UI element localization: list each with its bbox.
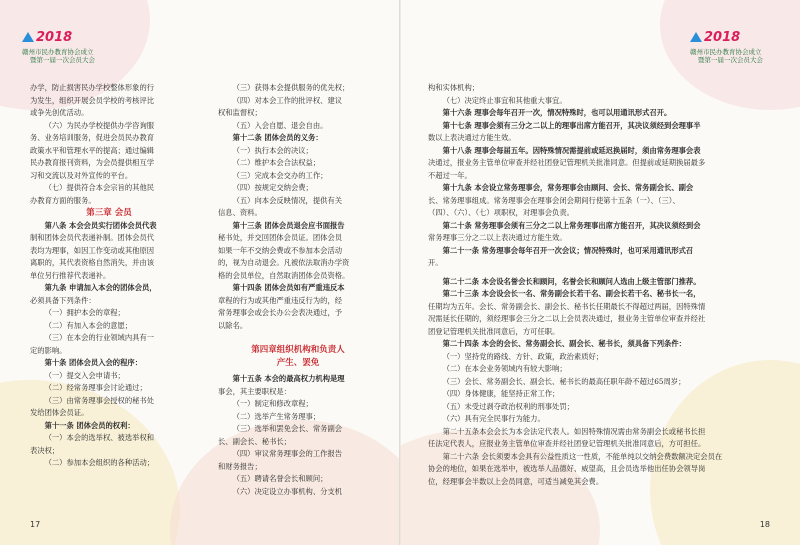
text-line: （三）完成本会交办的工作； <box>232 170 328 180</box>
text-line: （七）决定终止事宜和其他重大事宜。 <box>442 95 567 105</box>
text-line: 秘书处，并交回团体会员证。团体会员 <box>218 233 343 242</box>
article-heading: 第十四条 团体会员如有严重违反本 <box>232 283 345 292</box>
text-line: （六）具有完全民事行为能力。 <box>442 414 545 423</box>
logo-year: 2018 <box>704 30 741 45</box>
text-line: （二）有加入本会的意愿； <box>44 320 133 330</box>
text-line: （六）决定设立办事机构、分支机 <box>232 486 343 496</box>
left-column-1 <box>30 82 188 470</box>
event-logo <box>676 30 800 70</box>
text-line: （一）制定和修改章程； <box>232 399 313 408</box>
text-line: 单位另行推荐代表递补。 <box>30 270 111 280</box>
text-line: 团登记管理机关批准同意后，方可任职。 <box>428 326 560 336</box>
article-heading: 第十二条 团体会员的义务： <box>232 133 323 142</box>
article-heading: 第十七条 理事会须有三分之二以上的理事出席方能召开，其决议须经到会理事半 <box>442 120 701 130</box>
text-line: 数以上表决通过方能生效。 <box>428 133 516 142</box>
logo-mark-icon <box>690 32 702 42</box>
text-line: 况需延长任期的，须经理事会三分之二以上会员表决通过，报业务主管单位审查并经社 <box>428 314 706 323</box>
event-logo <box>22 30 182 70</box>
text-line: 第二十六条 会长须要本会具有公益性质这一性质，不能单纯以交纳会费数额决定会员在 <box>442 451 723 461</box>
text-line: 不超过一年。 <box>428 170 472 180</box>
text-line: （一）本会的选举权、被选举权和 <box>44 433 155 442</box>
logo-line-1: 赣州市民办教育协会成立 <box>690 48 762 56</box>
page-number-left: 17 <box>30 520 41 529</box>
logo-year: 2018 <box>36 30 73 45</box>
text-line: （五）向本会反映情况，提供有关 <box>232 195 343 205</box>
text-line: 办教育方面的服务。 <box>30 195 96 205</box>
text-line: 事会，其主要职权是： <box>218 386 291 396</box>
text-line: （四）审议常务理事会的工作报告 <box>232 449 343 458</box>
text-line: 政策水平和管理水平的提高；通过编辑 <box>30 145 155 155</box>
article-heading: 第十六条 理事会每年召开一次，情况特殊时，也可以用通讯形式召开。 <box>442 108 672 117</box>
text-line: （一）提交入会申请书； <box>44 370 125 380</box>
text-line: 第二十五条本会会长为本会法定代表人。如因特殊情况需由常务副会长或秘书长担 <box>442 426 706 436</box>
text-line: 权和监督权； <box>218 108 262 117</box>
page-number-right: 18 <box>759 520 770 529</box>
text-line: 必须具备下列条件： <box>30 295 96 305</box>
right-page <box>400 0 800 545</box>
text-line: 发给团体会员证。 <box>30 408 89 417</box>
text-line: 协会的地位，如果在选举中，被选举人品德好、威望高，且会员选举他出任协会领导岗 <box>428 464 706 473</box>
article-heading: 第九条 申请加入本会的团体会员， <box>44 283 157 292</box>
article-heading: 第十五条 本会的最高权力机构是理 <box>232 374 345 383</box>
article-heading: 第十一条 团体会员的权利： <box>44 420 135 430</box>
text-line: 和财务报告； <box>218 461 262 471</box>
article-heading: 第二十二条 本会设名誉会长和顾问，名誉会长和顾问人选由上级主管部门推荐。 <box>442 276 701 286</box>
text-line: （一）执行本会的决议； <box>232 145 313 155</box>
text-line: （三）在本会的行业领域内具有一 <box>44 333 155 342</box>
logo-line-1: 赣州市民办教育协会成立 <box>22 48 94 56</box>
text-line: 构和实体机构； <box>428 83 480 92</box>
article-heading: 第二十条 常务理事会须有三分之二以上常务理事出席方能召开，其决议须经到会 <box>442 220 701 230</box>
text-line: （五）未受过剥夺政治权利的刑事处罚； <box>442 401 574 411</box>
text-line: 以除名。 <box>218 320 248 330</box>
text-line: （二）选举产生常务理事； <box>232 411 321 421</box>
text-line: （二）维护本会合法权益； <box>232 158 321 167</box>
article-heading: 第二十四条 本会的会长、常务副会长、副会长、秘书长，须具备下列条件： <box>442 339 686 348</box>
section-heading-chapter-4-sub: 产生、罢免 <box>276 357 320 368</box>
text-line: （四）身体健康，能坚持正常工作； <box>442 389 560 398</box>
article-heading: 第十八条 理事会每届五年。因特殊情况需提前或延迟换届时，须由常务理事会表 <box>442 145 701 155</box>
section-heading-chapter-4: 第四章组织机构和负责人 <box>251 345 345 355</box>
article-heading: 第十九条 本会设立常务理事会，常务理事会由顾问、会长、常务副会长、副会 <box>442 183 694 192</box>
text-line: 办学，防止损害民办学校整体形象的行 <box>30 83 155 92</box>
text-line: （一）拥护本会的章程； <box>44 308 125 317</box>
text-line: 如果一年不交纳会费或不参加本会活动 <box>218 245 343 255</box>
text-line: （五）入会自愿、退会自由。 <box>232 120 328 130</box>
text-line: 定的影响。 <box>30 345 67 355</box>
text-line: 任期均为五年。会长、常务副会长、副会长、秘书长任期最长不得超过两届，因特殊情 <box>428 301 706 311</box>
text-line: 表决权； <box>30 445 60 455</box>
text-line: 开。 <box>428 258 443 267</box>
text-line: （一）坚持党的路线、方针、政策，政治素质好； <box>442 351 604 361</box>
text-line: 为发生，组织开展会员学校的考核评比 <box>30 95 155 105</box>
text-line: （四）、（六）、（七）项职权，对理事会负责。 <box>428 208 574 217</box>
text-line: （五）聘请名誉会长和顾问； <box>232 474 328 483</box>
left-column-2 <box>218 82 378 498</box>
article-heading: 第十三条 团体会员退会应书面报告 <box>232 220 345 230</box>
text-line: （六）为民办学校提供办学咨询服 <box>44 120 155 130</box>
text-line: （二）经常务理事会讨论通过； <box>44 383 147 392</box>
text-line: 常务理事会或会长办公会表决通过，予 <box>218 308 343 317</box>
text-line: 表均为理事，如因工作变动或其他原因 <box>30 245 155 255</box>
text-line: （二）参加本会组织的各种活动； <box>44 458 155 467</box>
text-line: 习和交流以及对外宣传的平台。 <box>30 170 133 180</box>
text-line: 格的会员单位，自然取消团体会员资格。 <box>218 270 350 280</box>
text-line: 长、副会长、秘书长； <box>218 436 291 446</box>
logo-mark-icon <box>22 32 34 42</box>
text-line: （四）对本会工作的批评权、建议 <box>232 95 343 105</box>
text-line: （四）按规定交纳会费； <box>232 183 313 192</box>
text-line: 长、常务理事组成。常务理事会在理事会闭会期间行使第十五条（一）、（三）、 <box>428 195 680 205</box>
text-line: 常务理事三分之二以上表决通过方能生效。 <box>428 233 567 242</box>
text-line: 的，视为自动退会。凡被依法取消办学资 <box>218 258 350 267</box>
article-heading: 第八条 本会会员实行团体会员代表 <box>44 220 157 230</box>
text-line: 民办教育报刊资料，为会员提供相互学 <box>30 158 155 167</box>
text-line: （三）由常务理事会授权的秘书处 <box>44 395 155 405</box>
text-line: 离职的，其代表资格自然消失，并由该 <box>30 258 155 267</box>
text-line: （三）选举和罢免会长、常务副会 <box>232 424 343 433</box>
text-line: 章程的行为或其他严重违反行为的，经 <box>218 295 343 305</box>
text-line: 位，经理事会半数以上会员同意，可适当减免其会费。 <box>428 476 604 486</box>
text-line: （二）在本会业务领域内有较大影响； <box>442 364 567 373</box>
logo-line-2: 暨第一届一次会员大会 <box>698 56 763 64</box>
article-heading: 第十条 团体会员入会的程序： <box>44 358 142 367</box>
text-line: 务、业务培训服务，促进会员民办教育 <box>30 133 155 142</box>
section-heading-chapter-3: 第三章 会员 <box>86 208 132 218</box>
text-line: 决通过，报业务主管单位审查并经社团登记管理机关批准同意。但提前或延期换届最多 <box>428 158 706 167</box>
text-line: （七）提供符合本会宗旨的其他民 <box>44 183 155 192</box>
text-line: 信息、资料。 <box>218 208 262 217</box>
text-line: （三）会长、常务副会长、副会长、秘书长的最高任职年龄不超过65周岁； <box>442 376 686 386</box>
text-line: 或争先创优活动。 <box>30 108 89 117</box>
text-line: 制和团体会员代表递补制。团体会员代 <box>30 233 155 242</box>
text-line: 任法定代表人，应报业务主管单位审查并经社团登记管理机关批准同意后，方可担任。 <box>428 439 706 448</box>
logo-line-2: 暨第一届一次会员大会 <box>30 56 95 64</box>
text-line: （三）获得本会提供服务的优先权； <box>232 83 350 92</box>
right-column <box>428 82 773 488</box>
article-heading: 第二十三条 本会设会长一名、常务副会长若干名、副会长若干名、秘书长一名， <box>442 289 701 298</box>
article-heading: 第二十一条 常务理事会每年召开一次会议；情况特殊时，也可采用通讯形式召 <box>442 245 694 255</box>
